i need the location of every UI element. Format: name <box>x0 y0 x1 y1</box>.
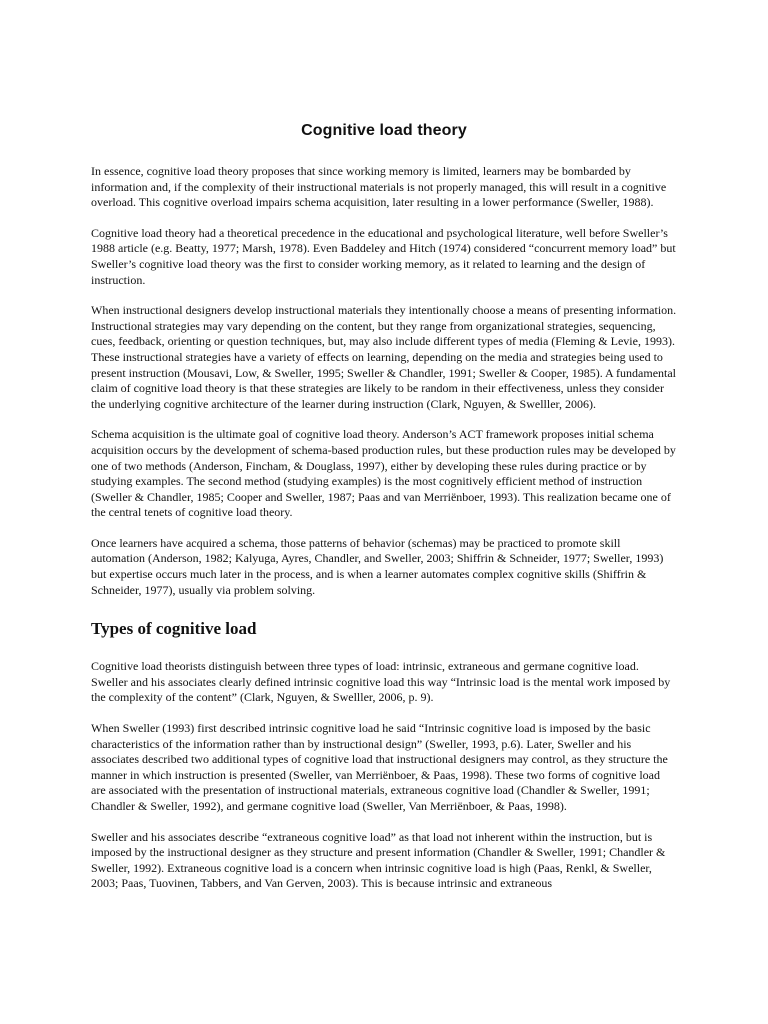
paragraph: Sweller and his associates describe “extraneous cognitive load” as that load not inherent within the instruction, but is imposed by the instructional designer as they structure and present information (Chandler & Sweller, 1991; Chandler & Sweller, 1992). Extraneous cognitive load is a concern when intrinsic cognitive load is high (Paas, Renkl, & Sweller, 2003; Paas, Tuovinen, Tabbers, and Van Gerven, 2003). This is because intrinsic and extraneous <box>91 829 666 891</box>
paragraph: Cognitive load theory had a theoretical precedence in the educational and psychological literature, well before Sweller’s 1988 article (e.g. Beatty, 1977; Marsh, 1978). Even Baddeley and Hitch (1974) considered “concurrent memory load” but Sweller’s cognitive load theory was the first to consider working memory, as it related to learning and the design of instruction. <box>91 225 676 287</box>
paragraph: Schema acquisition is the ultimate goal of cognitive load theory. Anderson’s ACT framework proposes initial schema acquisition occurs by the development of schema-based production rules, but these production rules may be developed by one of two methods (Anderson, Fincham, & Douglass, 1997), either by developing these rules during practice or by studying examples. The second method (studying examples) is the most cognitively efficient method of instruction (Sweller & Chandler, 1985; Cooper and Sweller, 1987; Paas and van Merriënboer, 1993). This realization became one of the central tenets of cognitive load theory. <box>91 427 676 520</box>
paragraph: When Sweller (1993) first described intrinsic cognitive load he said “Intrinsic cognitive load is imposed by the basic characteristics of the information rather than by instructional design” (Sweller, 1993, p.6). Later, Sweller and his associates described two additional types of cognitive load that instructional designers may control, as they structure the manner in which instruction is presented (Sweller, van Merriënboer, & Paas, 1998). These two forms of cognitive load are associated with the presentation of instructional materials, extraneous cognitive load (Chandler & Sweller, 1991; Chandler & Sweller, 1992), and germane cognitive load (Sweller, Van Merriënboer, & Paas, 1998). <box>91 721 668 813</box>
paragraph: In essence, cognitive load theory proposes that since working memory is limited, learners may be bombarded by information and, if the complexity of their instructional materials is not properly managed, this will result in a cognitive overload. This cognitive overload impairs schema acquisition, later resulting in a lower performance (Sweller, 1988). <box>91 164 667 210</box>
section-heading: Types of cognitive load <box>91 619 257 639</box>
document-body <box>91 164 677 907</box>
paragraph: Cognitive load theorists distinguish between three types of load: intrinsic, extraneous and germane cognitive load. Sweller and his associates clearly defined intrinsic cognitive load this way “Intrinsic load is the mental work imposed by the complexity of the content” (Clark, Nguyen, & Swelller, 2006, p. 9). <box>91 659 671 705</box>
paragraph: When instructional designers develop instructional materials they intentionally choose a means of presenting information. Instructional strategies may vary depending on the content, but they range from organizational strategies, sequencing, cues, feedback, orienting or question techniques, but, may also include different types of media (Fleming & Levie, 1993). These instructional strategies have a variety of effects on learning, depending on the media and strategies being used to present instruction (Mousavi, Low, & Sweller, 1995; Sweller & Chandler, 1991; Sweller & Cooper, 1985). A fundamental claim of cognitive load theory is that these strategies are likely to be random in their effectiveness, unless they consider the underlying cognitive architecture of the learner during instruction (Clark, Nguyen, & Swelller, 2006). <box>91 303 677 411</box>
page-title: Cognitive load theory <box>301 122 467 139</box>
paragraph: Once learners have acquired a schema, those patterns of behavior (schemas) may be practiced to promote skill automation (Anderson, 1982; Kalyuga, Ayres, Chandler, and Sweller, 2003; Shiffrin & Schneider, 1977; Sweller, 1993) but expertise occurs much later in the process, and is when a learner automates complex cognitive skills (Shiffrin & Schneider, 1977), usually via problem solving. <box>91 535 664 597</box>
